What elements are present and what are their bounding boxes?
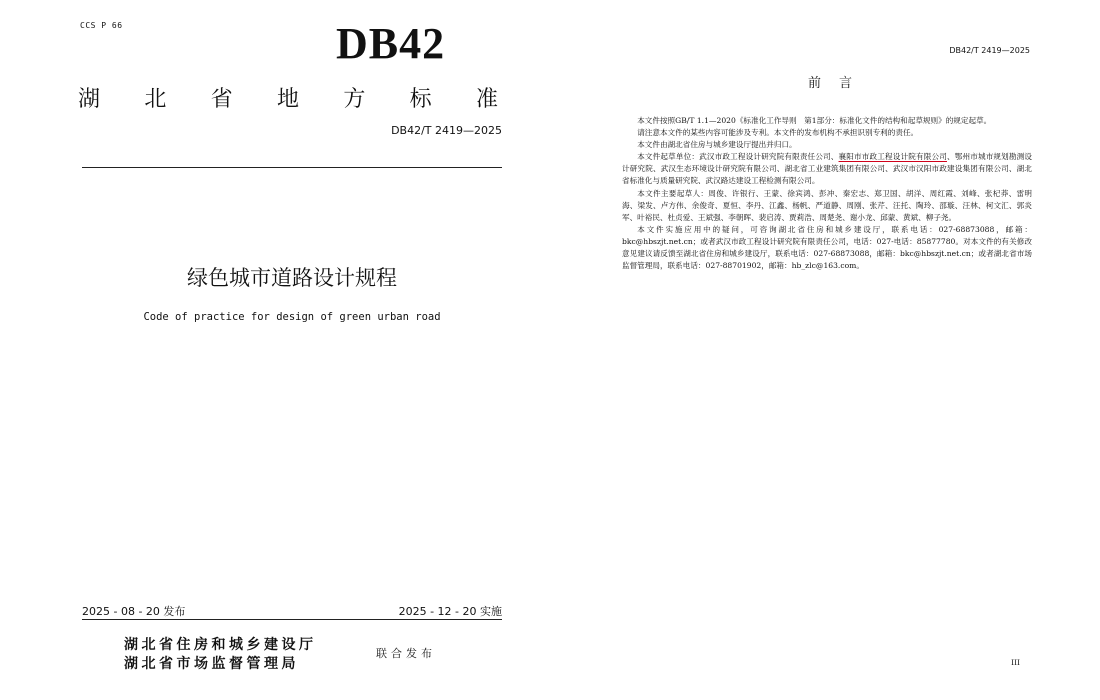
drafting-units-text: 本文件起草单位：武汉市政工程设计研究院有限责任公司、 [637,152,839,162]
standard-type-char: 准 [475,87,498,112]
divider-bottom [82,619,502,620]
header-standard-number: DB42/T 2419—2025 [949,46,1030,55]
standard-type-char: 湖 [78,87,101,112]
standard-number: DB42/T 2419—2025 [391,124,502,137]
standard-type-char: 地 [276,87,299,112]
foreword-title: 前言 [808,76,871,91]
standard-type-char: 省 [210,87,233,112]
divider-top [82,167,502,168]
implementation-date: 2025 - 12 - 20 实施 [398,605,502,618]
document-title-cn: 绿色城市道路设计规程 [187,266,397,290]
issuer-market-bureau: 湖北省市场监督管理局 [124,656,299,672]
foreword-paragraph: 本文件实施应用中的疑问，可咨询湖北省住房和城乡建设厅，联系电话：027-68873088，邮箱：bkc@hbszjt.net.cn；或者武汉市政工程设计研究院有限责任公司，电话：027-电话：85877780。对本文件的有关修改意见建议请反馈至湖北省住房和城乡建设厅，联系电话：027-68873088，邮箱：bkc@hbszjt.net.cn；或者湖北省市场监督管理局，联系电话：027-88701902，邮箱：hb_zlc@163.com。 [622,224,1032,271]
standard-type-heading [78,82,498,113]
foreword-paragraph: 本文件按照GB/T 1.1—2020《标准化工作导则 第1部分：标准化文件的结构和起草规则》的规定起草。 [637,116,992,125]
document-title-en: Code of practice for design of green urban road [143,311,441,323]
issue-date: 2025 - 08 - 20 发布 [82,605,186,618]
issuer-housing-dept: 湖北省住房和城乡建设厅 [124,637,317,653]
ccs-code: CCS P 66 [80,21,123,30]
issuing-authorities [124,636,317,674]
drafting-units-text: 、鄂州市城市规划勘测设计研究院、武汉生态环境设计研究院有限公司、湖北省工业建筑集团有限公司、武汉市汉阳市政建设集团有限公司、湖北省标准化与质量研究院、武汉路达建设工程检测有限公司。 [622,152,1033,186]
standard-type-char: 标 [409,87,432,112]
standard-type-char: 方 [343,87,366,112]
foreword-paragraph: 本文件由湖北省住房与城乡建设厅提出并归口。 [637,140,797,150]
foreword-paragraph-drafting-units [622,151,1032,187]
highlighted-drafting-unit: 襄阳市市政工程设计院有限公司 [838,152,947,162]
foreword-body [622,115,1032,272]
foreword-paragraph: 请注意本文件的某些内容可能涉及专利。本文件的发布机构不承担识别专利的责任。 [637,128,919,138]
db-logo: DB42 [336,19,446,68]
joint-release-label: 联合发布 [376,647,436,660]
foreword-page [560,0,1100,700]
foreword-paragraph: 本文件主要起草人：周俊、许银行、王蒙、徐宾鸿、彭冲、秦宏志、郑卫国、胡洋、周红霞、刘峰、张杞莽、雷明海、梁发、卢方伟、余俊奇、夏恒、李丹、江鑫、杨帆、严道静、周刚、张芹、汪托、陶玲、邵璇、汪林、柯文汇、郭炎军、叶裕民、杜贞爱、王斌强、李朝晖、裴启涛、贾莉浩、周楚尧、谢小龙、邱蒙、黄斌、柳子尧。 [622,188,1032,222]
page-number: III [1011,658,1020,667]
standard-type-char: 北 [144,87,167,112]
